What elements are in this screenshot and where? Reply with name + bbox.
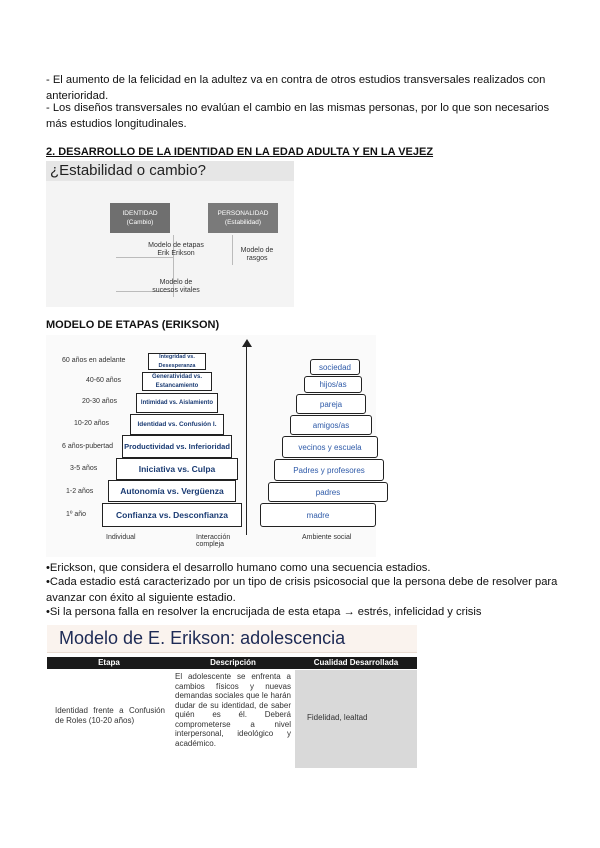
bottom-label: Interacción compleja: [196, 534, 231, 548]
context-level: padres: [268, 482, 388, 502]
stability-slide: [46, 161, 294, 307]
stage-level: Generatividad vs. Estancamiento: [142, 372, 212, 391]
table-cell: El adolescente se enfrenta a cambios físicos y nuevas demandas sociales que le harán dudar de su identidad, de saber quién es él. Deberá comprometerse a nivel interpersonal, ideológico y académico.: [171, 670, 295, 768]
vital-events-label: Modelo de sucesos vitales: [152, 279, 200, 294]
slide-title: Modelo de E. Erikson: adolescencia: [59, 628, 346, 648]
context-level: pareja: [296, 394, 366, 414]
identity-box: IDENTIDAD (Cambio): [110, 203, 170, 233]
bullet-2: •Cada estadio está caracterizado por un tipo de crisis psicosocial que la persona debe de resolver para avanzar con éxito al siguiente estadio.: [46, 576, 558, 604]
table-cell: Fidelidad, lealtad: [295, 670, 417, 768]
personality-box: PERSONALIDAD (Estabilidad): [208, 203, 278, 233]
bullet-1: •Erickson, que considera el desarrollo humano como una secuencia estadios.: [46, 562, 431, 574]
table-header: Descripción: [171, 657, 295, 669]
vertical-arrow: [246, 345, 247, 535]
stage-level: Productividad vs. Inferioridad: [122, 435, 232, 458]
arrow-head-icon: [242, 339, 252, 347]
context-level: hijos/as: [304, 376, 362, 393]
age-label: 20-30 años: [82, 398, 118, 405]
adolescence-slide: [47, 625, 417, 770]
age-label: 60 años en adelante: [62, 357, 126, 364]
paragraph-1: - El aumento de la felicidad en la adultez va en contra de otros estudios transversales realizados con anterioridad.: [46, 74, 546, 102]
age-label: 1-2 años: [66, 488, 94, 495]
bullet-3: •Si la persona falla en resolver la encrucijada de esta etapa → estrés, infelicidad y crisis: [46, 606, 482, 618]
table-header: Etapa: [47, 657, 171, 669]
age-label: 1º año: [66, 511, 87, 518]
context-level: sociedad: [310, 359, 360, 375]
bottom-label: Individual: [106, 534, 136, 541]
age-label: 40-60 años: [86, 377, 122, 384]
stage-level: Iniciativa vs. Culpa: [116, 458, 238, 480]
slide-title: ¿Estabilidad o cambio?: [50, 162, 206, 179]
slide-title-bar: [46, 161, 294, 181]
stage-level: Autonomía vs. Vergüenza: [108, 480, 236, 502]
stage-level: Intimidad vs. Aislamiento: [136, 393, 218, 413]
section-title: 2. DESARROLLO DE LA IDENTIDAD EN LA EDAD ADULTA Y EN LA VEJEZ: [46, 146, 434, 158]
stage-level: Identidad vs. Confusión I.: [130, 414, 224, 435]
age-label: 3-5 años: [70, 465, 98, 472]
table-cell: Identidad frente a Confusión de Roles (10-20 años): [47, 670, 171, 768]
traits-model-label: Modelo de rasgos: [240, 247, 274, 262]
stage-level: Integridad vs. Desesperanza: [148, 353, 206, 370]
stage-level: Confianza vs. Desconfianza: [102, 503, 242, 527]
age-label: 10-20 años: [74, 420, 110, 427]
context-level: Padres y profesores: [274, 459, 384, 481]
context-level: madre: [260, 503, 376, 527]
slide-title-bar: [47, 625, 417, 653]
paragraph-2: - Los diseños transversales no evalúan el cambio en las mismas personas, por lo que son necesarios más estudios longitudinales.: [46, 102, 550, 130]
bottom-label: Ambiente social: [302, 534, 352, 541]
context-level: vecinos y escuela: [282, 436, 378, 458]
context-level: amigos/as: [290, 415, 372, 435]
table-header: Cualidad Desarrollada: [295, 657, 417, 669]
model-heading: MODELO DE ETAPAS (ERIKSON): [46, 319, 220, 331]
erikson-pyramid-figure: [46, 335, 376, 557]
erikson-model-label: Modelo de etapas Erik Erikson: [148, 242, 204, 257]
age-label: 6 años-pubertad: [62, 443, 113, 450]
